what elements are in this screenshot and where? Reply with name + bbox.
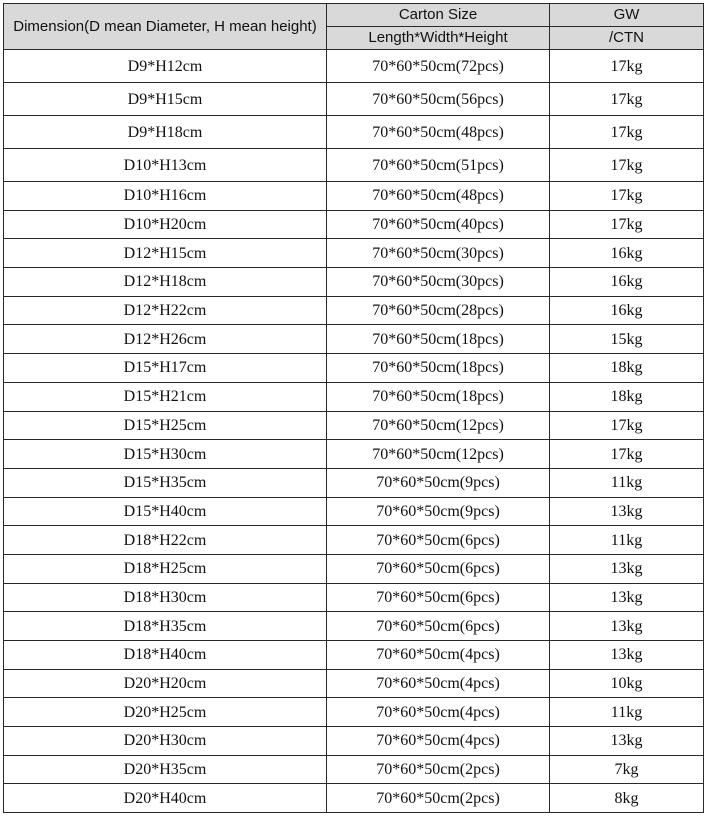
cell-gw: 11kg bbox=[550, 468, 704, 497]
cell-gw: 8kg bbox=[550, 784, 704, 813]
cell-gw: 18kg bbox=[550, 354, 704, 383]
cell-gw: 17kg bbox=[550, 440, 704, 469]
cell-dimension: D15*H21cm bbox=[4, 382, 327, 411]
table-row bbox=[4, 354, 704, 383]
table-row bbox=[4, 612, 704, 641]
cell-dimension: D18*H35cm bbox=[4, 612, 327, 641]
cell-dimension: D12*H18cm bbox=[4, 268, 327, 297]
cell-dimension: D20*H25cm bbox=[4, 698, 327, 727]
cell-gw: 17kg bbox=[550, 149, 704, 182]
table-row bbox=[4, 526, 704, 555]
cell-carton-size: 70*60*50cm(4pcs) bbox=[327, 727, 550, 756]
cell-dimension: D20*H30cm bbox=[4, 727, 327, 756]
cell-dimension: D9*H15cm bbox=[4, 83, 327, 116]
cell-dimension: D9*H18cm bbox=[4, 116, 327, 149]
cell-gw: 17kg bbox=[550, 83, 704, 116]
header-carton-size-sub: Length*Width*Height bbox=[327, 27, 550, 50]
cell-dimension: D18*H22cm bbox=[4, 526, 327, 555]
cell-gw: 18kg bbox=[550, 382, 704, 411]
cell-gw: 15kg bbox=[550, 325, 704, 354]
cell-carton-size: 70*60*50cm(40pcs) bbox=[327, 210, 550, 239]
cell-carton-size: 70*60*50cm(51pcs) bbox=[327, 149, 550, 182]
table-row bbox=[4, 382, 704, 411]
table-header bbox=[4, 4, 704, 50]
cell-gw: 16kg bbox=[550, 268, 704, 297]
cell-gw: 13kg bbox=[550, 554, 704, 583]
table-row bbox=[4, 325, 704, 354]
cell-gw: 10kg bbox=[550, 669, 704, 698]
table-row bbox=[4, 182, 704, 211]
table-body bbox=[4, 50, 704, 813]
table-row bbox=[4, 149, 704, 182]
cell-dimension: D10*H20cm bbox=[4, 210, 327, 239]
cell-gw: 13kg bbox=[550, 583, 704, 612]
cell-dimension: D18*H40cm bbox=[4, 641, 327, 670]
cell-carton-size: 70*60*50cm(18pcs) bbox=[327, 354, 550, 383]
cell-dimension: D15*H40cm bbox=[4, 497, 327, 526]
table-row bbox=[4, 468, 704, 497]
table-row bbox=[4, 583, 704, 612]
cell-gw: 17kg bbox=[550, 182, 704, 211]
table-row bbox=[4, 698, 704, 727]
cell-dimension: D12*H26cm bbox=[4, 325, 327, 354]
cell-gw: 13kg bbox=[550, 612, 704, 641]
cell-carton-size: 70*60*50cm(30pcs) bbox=[327, 268, 550, 297]
cell-carton-size: 70*60*50cm(4pcs) bbox=[327, 669, 550, 698]
header-dimension: Dimension(D mean Diameter, H mean height) bbox=[4, 4, 327, 50]
table-row bbox=[4, 83, 704, 116]
table-row bbox=[4, 239, 704, 268]
table-row bbox=[4, 784, 704, 813]
cell-carton-size: 70*60*50cm(18pcs) bbox=[327, 382, 550, 411]
table-row bbox=[4, 554, 704, 583]
cell-carton-size: 70*60*50cm(9pcs) bbox=[327, 497, 550, 526]
cell-gw: 11kg bbox=[550, 526, 704, 555]
header-carton-size: Carton Size bbox=[327, 4, 550, 27]
table-row bbox=[4, 296, 704, 325]
cell-dimension: D12*H22cm bbox=[4, 296, 327, 325]
header-gw-sub: /CTN bbox=[550, 27, 704, 50]
cell-dimension: D12*H15cm bbox=[4, 239, 327, 268]
cell-gw: 16kg bbox=[550, 239, 704, 268]
table-row bbox=[4, 116, 704, 149]
cell-dimension: D20*H35cm bbox=[4, 755, 327, 784]
cell-carton-size: 70*60*50cm(6pcs) bbox=[327, 612, 550, 641]
header-row-1 bbox=[4, 4, 704, 27]
table-row bbox=[4, 411, 704, 440]
cell-carton-size: 70*60*50cm(18pcs) bbox=[327, 325, 550, 354]
cell-dimension: D18*H25cm bbox=[4, 554, 327, 583]
cell-carton-size: 70*60*50cm(48pcs) bbox=[327, 116, 550, 149]
table-row bbox=[4, 268, 704, 297]
cell-gw: 17kg bbox=[550, 50, 704, 83]
cell-dimension: D20*H20cm bbox=[4, 669, 327, 698]
table-row bbox=[4, 440, 704, 469]
table-row bbox=[4, 669, 704, 698]
cell-carton-size: 70*60*50cm(6pcs) bbox=[327, 583, 550, 612]
cell-carton-size: 70*60*50cm(48pcs) bbox=[327, 182, 550, 211]
cell-carton-size: 70*60*50cm(9pcs) bbox=[327, 468, 550, 497]
cell-dimension: D9*H12cm bbox=[4, 50, 327, 83]
header-gw: GW bbox=[550, 4, 704, 27]
cell-carton-size: 70*60*50cm(2pcs) bbox=[327, 784, 550, 813]
cell-carton-size: 70*60*50cm(6pcs) bbox=[327, 554, 550, 583]
cell-carton-size: 70*60*50cm(4pcs) bbox=[327, 698, 550, 727]
cell-carton-size: 70*60*50cm(6pcs) bbox=[327, 526, 550, 555]
cell-dimension: D15*H35cm bbox=[4, 468, 327, 497]
cell-gw: 13kg bbox=[550, 727, 704, 756]
cell-carton-size: 70*60*50cm(28pcs) bbox=[327, 296, 550, 325]
cell-dimension: D10*H16cm bbox=[4, 182, 327, 211]
cell-gw: 7kg bbox=[550, 755, 704, 784]
cell-gw: 13kg bbox=[550, 497, 704, 526]
cell-gw: 17kg bbox=[550, 411, 704, 440]
cell-carton-size: 70*60*50cm(12pcs) bbox=[327, 440, 550, 469]
table-row bbox=[4, 210, 704, 239]
cell-dimension: D15*H17cm bbox=[4, 354, 327, 383]
cell-carton-size: 70*60*50cm(12pcs) bbox=[327, 411, 550, 440]
cell-dimension: D15*H25cm bbox=[4, 411, 327, 440]
table-row bbox=[4, 755, 704, 784]
cell-dimension: D10*H13cm bbox=[4, 149, 327, 182]
cell-gw: 13kg bbox=[550, 641, 704, 670]
cell-carton-size: 70*60*50cm(2pcs) bbox=[327, 755, 550, 784]
table-row bbox=[4, 727, 704, 756]
cell-dimension: D15*H30cm bbox=[4, 440, 327, 469]
cell-gw: 17kg bbox=[550, 210, 704, 239]
table-row bbox=[4, 641, 704, 670]
cell-dimension: D20*H40cm bbox=[4, 784, 327, 813]
cell-gw: 17kg bbox=[550, 116, 704, 149]
cell-dimension: D18*H30cm bbox=[4, 583, 327, 612]
cell-carton-size: 70*60*50cm(4pcs) bbox=[327, 641, 550, 670]
packing-spec-table bbox=[3, 3, 704, 813]
cell-carton-size: 70*60*50cm(72pcs) bbox=[327, 50, 550, 83]
table-row bbox=[4, 50, 704, 83]
cell-carton-size: 70*60*50cm(56pcs) bbox=[327, 83, 550, 116]
cell-carton-size: 70*60*50cm(30pcs) bbox=[327, 239, 550, 268]
cell-gw: 11kg bbox=[550, 698, 704, 727]
table-row bbox=[4, 497, 704, 526]
cell-gw: 16kg bbox=[550, 296, 704, 325]
